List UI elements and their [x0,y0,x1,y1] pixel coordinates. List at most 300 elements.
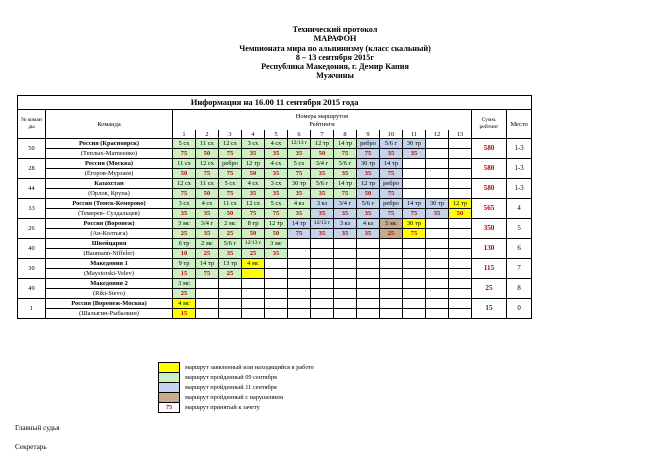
empty-cell [449,249,472,259]
empty-cell [426,259,449,269]
empty-cell [449,309,472,319]
empty-cell [311,299,334,309]
route-number-header: 1 [173,130,196,139]
route-cell: 13 тр [219,259,242,269]
empty-cell [403,279,426,289]
empty-cell [196,289,219,299]
route-cell: 3 сх [242,139,265,149]
header-line: МАРАФОН [313,34,357,44]
route-rating: 35 [357,229,380,239]
col-sum-header: Сумм. рейтинг [472,110,507,139]
route-cell: 2 мс [196,239,219,249]
empty-cell [449,289,472,299]
route-rating: 50 [196,189,219,199]
info-title: Информация на 16.00 11 сентября 2015 года [18,96,532,110]
team-place: 1-3 [507,159,532,179]
empty-cell [311,249,334,259]
empty-cell [403,299,426,309]
legend-text: маршрут пройденный 11 сентября [185,384,277,391]
team-row [18,279,532,289]
team-row [18,159,532,169]
route-rating: 35 [380,149,403,159]
empty-cell [196,299,219,309]
route-cell: 5 сх [265,199,288,209]
legend-swatch [159,393,180,403]
route-cell: 30 тр [357,159,380,169]
header-line: 8 – 13 сентября 2015г [295,52,375,62]
route-cell: 11 сх [196,139,219,149]
route-rating: 25 [380,229,403,239]
route-rating: 35 [288,209,311,219]
empty-cell [311,279,334,289]
route-rating: 75 [403,229,426,239]
team-number: 33 [18,199,46,219]
route-rating: 75 [173,189,196,199]
empty-cell [311,269,334,279]
route-cell: 5 мс [380,219,403,229]
empty-cell [403,179,426,189]
team-row [18,259,532,269]
empty-cell [380,259,403,269]
route-cell: 3 кз [311,199,334,209]
empty-cell [403,309,426,319]
route-cell: 4 кз [288,199,311,209]
legend-item [159,393,315,403]
empty-cell [449,279,472,289]
team-sum-rating: 580 [472,139,507,159]
route-cell: 3/4 г [196,219,219,229]
route-rating: 35 [334,169,357,179]
route-cell: 30 тр [403,139,426,149]
route-rating: 35 [173,209,196,219]
team-number: 1 [18,299,46,319]
empty-cell [265,299,288,309]
team-sum-rating: 580 [472,179,507,199]
empty-cell [357,269,380,279]
empty-cell [426,269,449,279]
secretary-label: Секретарь [15,443,47,451]
route-cell: 4 мс [242,259,265,269]
route-rating [242,269,265,279]
route-cell: 4 кз [357,219,380,229]
route-cell: 12 тр [242,159,265,169]
empty-cell [380,249,403,259]
team-row [18,299,532,309]
route-number-header: 4 [242,130,265,139]
route-rating: 75 [265,209,288,219]
route-number-header: 5 [265,130,288,139]
route-rating: 35 [265,149,288,159]
route-rating: 75 [334,149,357,159]
empty-cell [219,289,242,299]
team-place: 0 [507,299,532,319]
empty-cell [449,189,472,199]
route-cell: ребро [380,199,403,209]
empty-cell [288,289,311,299]
route-cell: 5 сх [219,179,242,189]
route-rating: 75 [173,149,196,159]
header-line: Чемпионата мира по альпинизму (класс скальный) [239,43,431,53]
legend-text: маршрут заявленный или находящийся в работе [185,364,314,371]
route-rating: 35 [311,209,334,219]
legend-text: маршрут принятый к зачету [185,404,260,411]
team-row [18,179,532,189]
route-cell: 4 сх [242,179,265,189]
route-cell: 12 тр [357,179,380,189]
team-members: (Maystorski-Velev) [46,269,173,279]
legend-item [159,363,315,373]
route-cell: 14 тр [334,179,357,189]
route-rating: 75 [219,149,242,159]
route-cell: 12/13 г [311,219,334,229]
empty-cell [403,249,426,259]
route-cell: 12/13 г [288,139,311,149]
empty-cell [403,169,426,179]
route-cell: 12 сх [219,139,242,149]
empty-cell [242,309,265,319]
empty-cell [357,309,380,319]
team-sum-rating: 580 [472,159,507,179]
team-number: 26 [18,219,46,239]
route-cell: 5/6 г [380,139,403,149]
team-name: Россия (Воронеж) [46,219,173,229]
empty-cell [426,179,449,189]
route-rating: 25 [173,289,196,299]
route-cell: ребро [357,139,380,149]
route-rating: 35 [311,189,334,199]
empty-cell [288,279,311,289]
route-cell: ребро [380,179,403,189]
empty-cell [334,309,357,319]
empty-cell [334,269,357,279]
team-members: (Ан-Колтыга) [46,229,173,239]
route-cell: 12 тр [449,199,472,209]
route-rating: 50 [357,189,380,199]
empty-cell [196,279,219,289]
legend-text: маршрут пройденный 09 сентября [185,374,277,381]
team-members: (Шалыгин-Рыбалкин) [46,309,173,319]
empty-cell [288,269,311,279]
route-cell: 14 тр [334,139,357,149]
team-members: (Riki-Stevo) [46,289,173,299]
team-rating-row [18,309,532,319]
route-number-header: 6 [288,130,311,139]
ratings-title: Рейтинги [309,121,335,128]
route-cell: 3 мс [173,219,196,229]
empty-cell [426,139,449,149]
empty-cell [449,149,472,159]
team-rating-row [18,269,532,279]
empty-cell [265,279,288,289]
empty-cell [265,259,288,269]
empty-cell [357,289,380,299]
chief-judge-label: Главный судья [15,424,60,432]
route-cell: 5/6 г [334,159,357,169]
route-cell: 12 тр [311,139,334,149]
empty-cell [380,269,403,279]
empty-cell [426,219,449,229]
team-members: (Орлов, Крупа) [46,189,173,199]
empty-cell [242,299,265,309]
empty-cell [265,269,288,279]
empty-cell [426,249,449,259]
routes-title: Номера маршрутов [295,113,349,120]
empty-cell [357,239,380,249]
empty-cell [426,279,449,289]
route-rating: 35 [196,209,219,219]
route-cell: 5 сх [288,159,311,169]
empty-cell [449,179,472,189]
empty-cell [449,229,472,239]
route-rating: 35 [403,149,426,159]
team-rating-row [18,249,532,259]
empty-cell [311,289,334,299]
legend-text: маршрут пройденный с нарушением [185,394,284,401]
route-rating: 35 [334,209,357,219]
col-routes-header [173,110,472,131]
team-place: 8 [507,279,532,299]
route-rating: 35 [265,169,288,179]
route-cell: 3 кз [334,219,357,229]
route-cell: 3/4 г [334,199,357,209]
route-cell: 9 тр [173,259,196,269]
empty-cell [449,299,472,309]
route-rating: 35 [288,189,311,199]
empty-cell [380,299,403,309]
col-team-header: Команда [46,110,173,139]
empty-cell [426,299,449,309]
route-cell: 4 сх [265,139,288,149]
route-rating: 25 [196,249,219,259]
team-rating-row [18,149,532,159]
team-name: Македония 1 [46,259,173,269]
empty-cell [219,299,242,309]
route-rating: 25 [242,249,265,259]
team-members: (Егоров-Мурзаев) [46,169,173,179]
team-place: 6 [507,239,532,259]
empty-cell [334,289,357,299]
route-cell: 5/6 г [219,239,242,249]
empty-cell [265,309,288,319]
team-rating-row [18,189,532,199]
team-place: 1-3 [507,139,532,159]
route-rating: 50 [449,209,472,219]
team-rating-row [18,209,532,219]
route-cell: 3/4 г [311,159,334,169]
empty-cell [288,309,311,319]
empty-cell [288,239,311,249]
empty-cell [403,269,426,279]
route-cell: 5/6 г [311,179,334,189]
route-rating: 50 [265,229,288,239]
route-rating: 50 [219,209,242,219]
team-rating-row [18,289,532,299]
route-rating: 35 [311,229,334,239]
route-number-header: 11 [403,130,426,139]
empty-cell [380,289,403,299]
empty-cell [449,259,472,269]
route-rating: 35 [357,209,380,219]
route-rating: 25 [219,269,242,279]
route-cell: 11 сх [196,179,219,189]
team-name: Россия (Воронеж-Москва) [46,299,173,309]
empty-cell [334,279,357,289]
empty-cell [403,159,426,169]
empty-cell [403,239,426,249]
route-rating: 25 [173,229,196,239]
empty-cell [426,189,449,199]
empty-cell [403,189,426,199]
empty-cell [334,239,357,249]
empty-cell [288,299,311,309]
team-number: 50 [18,139,46,159]
empty-cell [219,279,242,289]
route-number-header: 13 [449,130,472,139]
header-line: Технический протокол [292,25,378,34]
route-rating: 25 [219,229,242,239]
team-name: Россия (Москва) [46,159,173,169]
route-rating: 50 [196,149,219,159]
team-name: Россия (Томск-Кемерово) [46,199,173,209]
route-rating: 75 [219,189,242,199]
route-rating: 35 [311,169,334,179]
route-cell: 12/13 г [242,239,265,249]
route-cell: 3 сх [173,199,196,209]
team-name: Россия (Красноярск) [46,139,173,149]
route-rating: 50 [311,149,334,159]
empty-cell [380,239,403,249]
route-cell: 3 мс [265,239,288,249]
team-members: (Baumann-Niffeler) [46,249,173,259]
team-number: 49 [18,279,46,299]
team-number: 40 [18,239,46,259]
legend-item [159,373,315,383]
header-line: Республика Македония, г. Демир Капия [261,62,409,72]
route-cell: 11 сх [219,199,242,209]
team-members: (Темерев- Суздальцев) [46,209,173,219]
route-rating: 50 [173,169,196,179]
empty-cell [449,219,472,229]
route-number-header: 9 [357,130,380,139]
empty-cell [426,169,449,179]
route-rating: 75 [288,169,311,179]
route-cell: 3 сх [265,179,288,189]
team-name: Казахстан [46,179,173,189]
empty-cell [196,309,219,319]
empty-cell [334,259,357,269]
route-rating: 15 [173,309,196,319]
legend-item [159,383,315,393]
team-place: 5 [507,219,532,239]
route-cell: 5/6 г [357,199,380,209]
empty-cell [380,309,403,319]
route-number-header: 10 [380,130,403,139]
team-number: 28 [18,159,46,179]
empty-cell [242,289,265,299]
route-cell: 12 тр [265,219,288,229]
empty-cell [334,299,357,309]
route-cell: 30 тр [288,179,311,189]
route-rating: 75 [334,189,357,199]
legend-swatch: 75 [159,403,180,413]
route-rating: 35 [196,229,219,239]
team-place: 1-3 [507,179,532,199]
team-sum-rating: 565 [472,199,507,219]
empty-cell [242,279,265,289]
empty-cell [357,279,380,289]
route-rating: 50 [242,229,265,239]
empty-cell [219,309,242,319]
team-sum-rating: 25 [472,279,507,299]
legend-item [159,403,315,413]
empty-cell [380,279,403,289]
team-place: 4 [507,199,532,219]
empty-cell [311,259,334,269]
route-number-header: 3 [219,130,242,139]
route-cell: 4 мс [173,299,196,309]
route-rating: 75 [196,169,219,179]
empty-cell [449,159,472,169]
route-cell: ребро [219,159,242,169]
route-rating: 15 [173,269,196,279]
legend [158,362,315,413]
route-rating: 50 [242,169,265,179]
route-number-header: 7 [311,130,334,139]
team-sum-rating: 130 [472,239,507,259]
protocol-header [0,25,670,81]
col-place-header: Место [507,110,532,139]
route-cell: 12 сх [196,159,219,169]
team-sum-rating: 15 [472,299,507,319]
empty-cell [426,309,449,319]
header-line: Мужчины [316,71,354,81]
team-row [18,199,532,209]
empty-cell [403,259,426,269]
route-rating: 35 [265,189,288,199]
route-cell: 14 тр [196,259,219,269]
empty-cell [357,259,380,269]
route-rating: 75 [196,269,219,279]
empty-cell [426,149,449,159]
legend-swatch [159,373,180,383]
empty-cell [265,289,288,299]
route-number-header: 8 [334,130,357,139]
empty-cell [426,159,449,169]
route-rating: 35 [265,249,288,259]
empty-cell [426,289,449,299]
route-cell: 6 тр [173,239,196,249]
team-number: 44 [18,179,46,199]
route-cell: 2 мс [219,219,242,229]
route-cell: 11 сх [173,159,196,169]
empty-cell [311,239,334,249]
route-cell: 4 сх [265,159,288,169]
team-number: 30 [18,259,46,279]
route-rating: 35 [426,209,449,219]
route-rating: 75 [219,169,242,179]
team-row [18,239,532,249]
empty-cell [334,249,357,259]
route-cell: 12 сх [173,179,196,189]
route-cell: 5 сх [173,139,196,149]
route-cell: 14 тр [288,219,311,229]
results-table [17,95,532,319]
empty-cell [288,259,311,269]
team-sum-rating: 115 [472,259,507,279]
route-number-header: 2 [196,130,219,139]
team-place: 7 [507,259,532,279]
empty-cell [288,249,311,259]
